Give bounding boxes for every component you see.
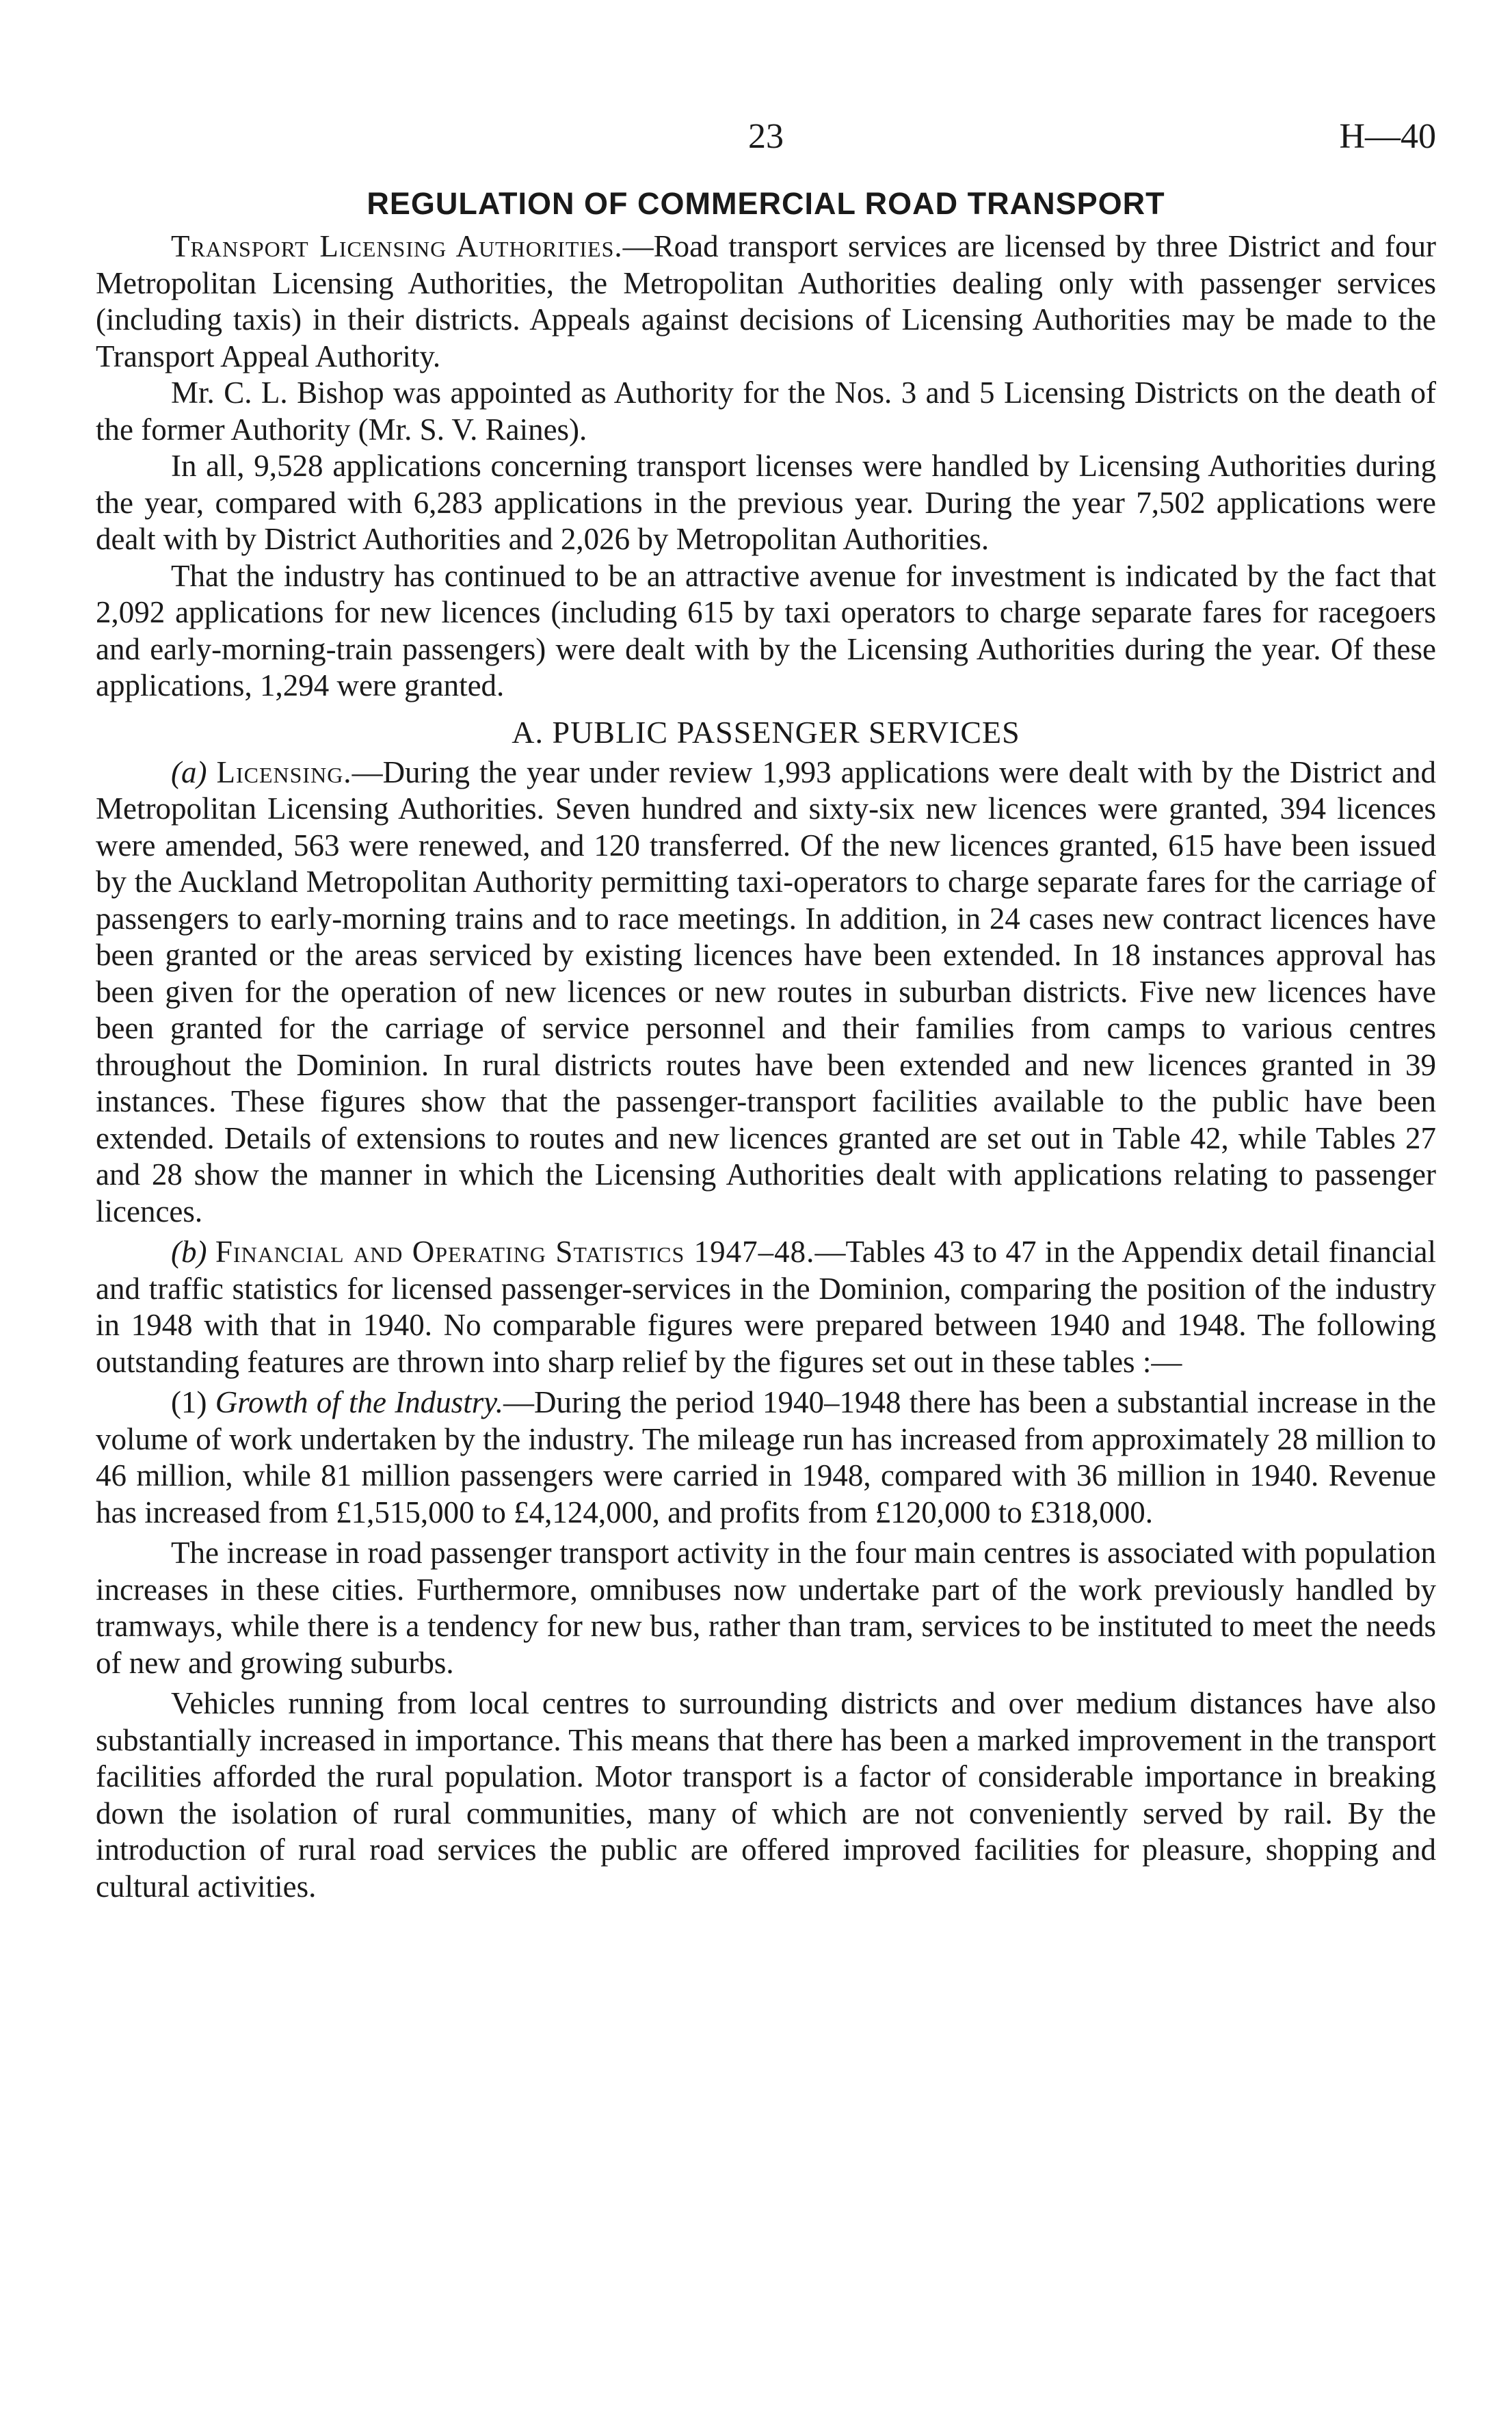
intro-paragraph-1	[96, 228, 1436, 375]
intro-paragraph-3: In all, 9,528 applications concerning transport licenses were handled by Licensing Authorities during the year, compared with 6,283 applications in the previous year. During the year 7,502 applications were dealt with by District Authorities and 2,026 by Metropolitan Authorities.	[96, 449, 1436, 556]
intro-lead: Transport Licensing Authorities.	[171, 229, 623, 263]
licensing-text: —During the year under review 1,993 applications were dealt with by the District and Metropolitan Licensing Authorities. Seven hundred and sixty-six new licences were granted, 394 licences were amended, 563 were renewed, and 120 transferred. Of the new licences granted, 615 have been issued by the Auckland Metropolitan Authority permitting taxi-operators to charge separate fares for the carriage of passengers to early-morning trains and to race meetings. In addition, in 24 cases new contract licences have been granted or the areas serviced by existing licences have been extended. In 18 instances approval has been given for the operation of new licences or new routes in suburban districts. Five new licences have been granted for the carriage of service personnel and their families from camps to various centres throughout the Dominion. In rural districts routes have been extended and new licences granted in 39 instances. These figures show that the passenger-transport facilities available to the public have been extended. Details of extensions to routes and new licences granted are set out in Table 42, while Tables 27 and 28 show the manner in which the Licensing Authorities dealt with applications relating to passenger licences.	[96, 754, 1436, 1228]
document-reference: H—40	[1339, 117, 1436, 156]
growth-text: —During the period 1940–1948 there has been a substantial increase in the volume of work undertaken by the industry. The mileage run has increased from approximately 28 million to 46 million, while 81 million passengers were carried in 1948, compared with 36 million in 1940. Revenue has increased from £1,515,000 to £4,124,000, and profits from £120,000 to £318,000.	[96, 1385, 1436, 1529]
document-page	[96, 116, 1436, 1905]
page-header	[96, 116, 1436, 171]
growth-label: Growth of the Industry.	[215, 1385, 503, 1419]
page-number: 23	[748, 117, 784, 156]
section-heading-public-passenger-services: A. PUBLIC PASSENGER SERVICES	[512, 714, 1020, 750]
financial-text: —Tables 43 to 47 in the Appendix detail financial and traffic statistics for licensed passenger-services in the Dominion, comparing the position of the industry in 1948 with that in 1940. No comparable figures were prepared between 1940 and 1948. The following outstanding features are thrown into sharp relief by the figures set out in these tables :—	[96, 1235, 1436, 1379]
growth-paragraph	[96, 1384, 1436, 1531]
centres-paragraph: The increase in road passenger transport activity in the four main centres is associated with population increases in these cities. Furthermore, omnibuses now undertake part of the work previously handled by tramways, while there is a tendency for new bus, rather than tram, services to be instituted to meet the needs of new and growing suburbs.	[96, 1536, 1436, 1680]
financial-label: Financial and Operating Statistics 1947–48.	[215, 1235, 815, 1269]
rural-paragraph: Vehicles running from local centres to surrounding districts and over medium distances have also substantially increased in importance. This means that there has been a marked improvement in the transport facilities afforded the rural population. Motor transport is a factor of considerable importance in breaking down the isolation of rural communities, many of which are not conveniently served by rail. By the introduction of rural road services the public are offered improved facilities for pleasure, shopping and cultural activities.	[96, 1686, 1436, 1904]
licensing-paragraph	[96, 754, 1436, 1231]
growth-prefix: (1)	[171, 1385, 215, 1419]
financial-prefix: (b)	[171, 1235, 215, 1269]
intro-paragraph-2: Mr. C. L. Bishop was appointed as Authority for the Nos. 3 and 5 Licensing Districts on the death of the former Authority (Mr. S. V. Raines).	[96, 376, 1436, 447]
licensing-label: Licensing.	[216, 754, 352, 789]
licensing-prefix: (a)	[171, 754, 217, 789]
intro-paragraph-4: That the industry has continued to be an attractive avenue for investment is indicated by the fact that 2,092 applications for new licences (including 615 by taxi operators to charge separate fares for racegoers and early-morning-train passengers) were dealt with by the Licensing Authorities during the year. Of these applications, 1,294 were granted.	[96, 558, 1436, 702]
financial-paragraph	[96, 1234, 1436, 1380]
page-title: REGULATION OF COMMERCIAL ROAD TRANSPORT	[367, 186, 1165, 221]
intro-paragraph-1-text: —Road transport services are licensed by three District and four Metropolitan Licensing Authorities, the Metropolitan Authorities dealing only with passenger services (including taxis) in their districts. Appeals against decisions of Licensing Authorities may be made to the Transport Appeal Authority.	[96, 229, 1436, 373]
